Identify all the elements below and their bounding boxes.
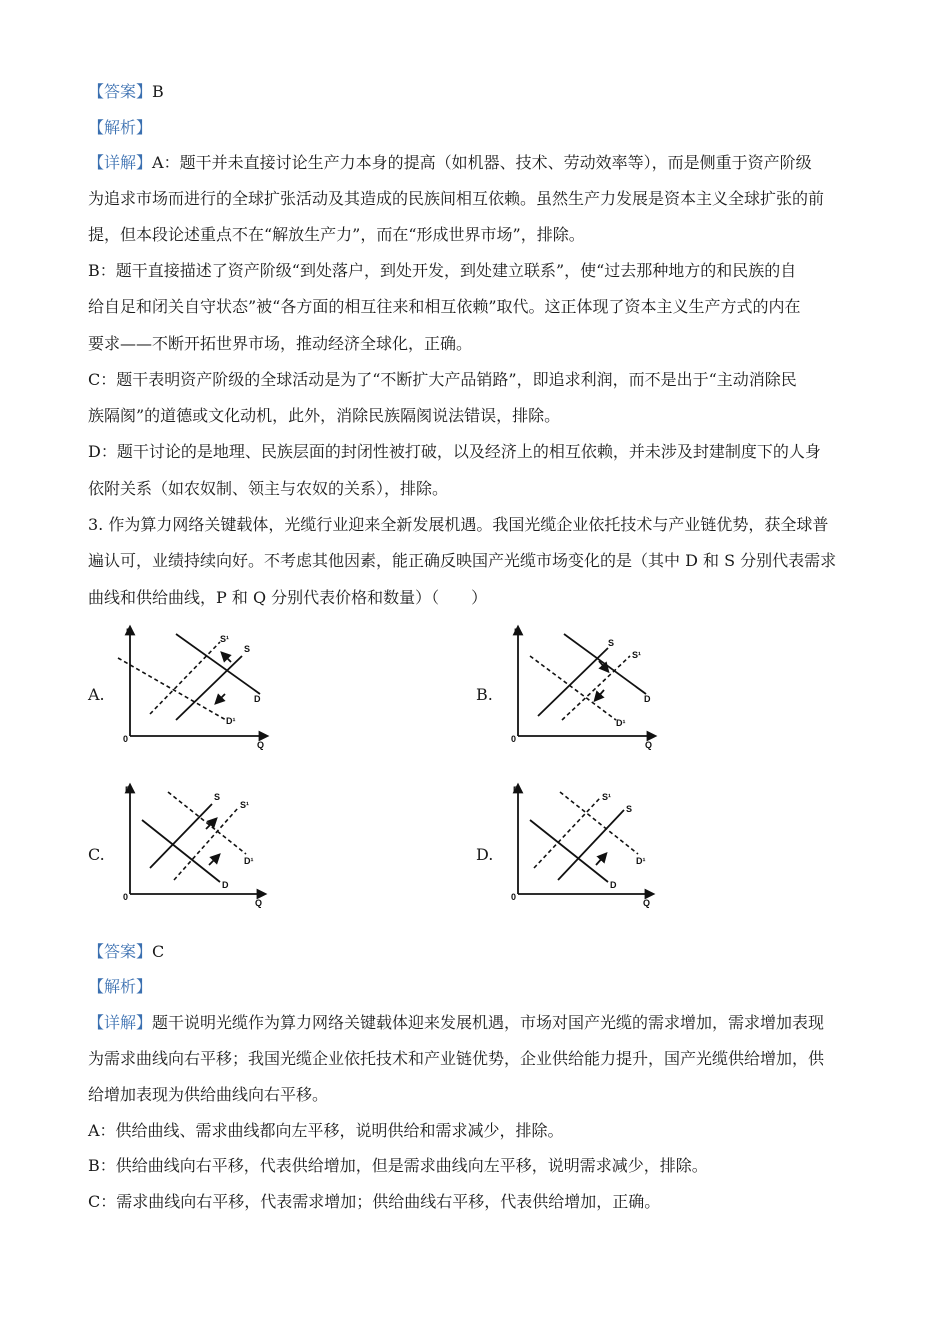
- s1-label: S¹: [632, 650, 641, 660]
- q-label: Q: [643, 898, 651, 908]
- d1-label: D¹: [616, 718, 626, 728]
- q2-detail-line-5: 要求——不断开拓世界市场，推动经济全球化，正确。: [88, 334, 473, 353]
- supply-s: [538, 648, 608, 716]
- option-d-label: D.: [476, 845, 494, 864]
- d-label: D: [222, 880, 229, 890]
- supply-s1: [534, 798, 600, 868]
- shift-arrow-supply: [224, 655, 231, 662]
- q2-detail-line-7: 族隔阂”的道德或文化动机，此外，消除民族隔阂说法错误，排除。: [88, 406, 561, 425]
- analysis-tag: 【解析】: [88, 977, 153, 996]
- q3-detail-line-2: 给增加表现为供给曲线向右平移。: [88, 1085, 329, 1104]
- q3-stem-line-2: 曲线和供给曲线，P 和 Q 分别代表价格和数量）（ ）: [88, 588, 488, 607]
- q3-detail-line-1: 为需求曲线向右平移；我国光缆企业依托技术和产业链优势，企业供给能力提升，国产光缆供给增加，供: [88, 1049, 825, 1068]
- q2-detail-line-4: 给自足和闭关自守状态”被“各方面的相互往来和相互依赖”取代。这正体现了资本主义生产方式的内在: [88, 297, 801, 316]
- supply-s: [150, 804, 212, 868]
- shift-arrow-demand: [209, 857, 217, 865]
- detail-text: 题干说明光缆作为算力网络关键载体迎来发展机遇，市场对国产光缆的需求增加，需求增加表现: [152, 1013, 825, 1032]
- option-c-label: C.: [88, 845, 105, 864]
- p-label: P: [126, 627, 133, 637]
- shift-arrow: [596, 856, 604, 865]
- supply-s1: [150, 642, 220, 714]
- q-label: Q: [255, 898, 263, 908]
- answer-value: C: [152, 942, 165, 961]
- s1-label: S¹: [602, 792, 611, 802]
- q-label: Q: [645, 740, 653, 750]
- answer-value: B: [152, 82, 164, 101]
- origin-label: 0: [123, 892, 129, 902]
- q3-stem-line-1: 遍认可，业绩持续向好。不考虑其他因素，能正确反映国产光缆市场变化的是（其中 D 和 S 分别代表需求: [88, 551, 837, 570]
- option-b-graph: [506, 622, 666, 750]
- q2-detail-line-9: 依附关系（如农奴制、领主与农奴的关系），排除。: [88, 479, 449, 498]
- d-label: D: [254, 694, 261, 704]
- option-a-graph: [118, 622, 278, 750]
- q2-detail-line-2: 提，但本段论述重点不在“解放生产力”，而在“形成世界市场”，排除。: [88, 225, 585, 244]
- origin-label: 0: [123, 734, 129, 744]
- origin-label: 0: [511, 892, 517, 902]
- q2-detail-line-6: C：题干表明资产阶级的全球活动是为了“不断扩大产品销路”，即追求利润，而不是出于“主动消除民: [88, 370, 797, 389]
- supply-s1: [174, 808, 238, 880]
- origin-label: 0: [511, 734, 517, 744]
- p-label: P: [513, 785, 520, 795]
- q2-detail-line-3: B：题干直接描述了资产阶级“到处落户，到处开发，到处建立联系”，使“过去那种地方的和民族的自: [88, 261, 797, 280]
- option-c-graph: [118, 782, 278, 910]
- q3-detail-line-0: [88, 1013, 824, 1033]
- p-label: P: [514, 627, 521, 637]
- detail-tag: 【详解】: [88, 153, 153, 172]
- answer-tag: 【答案】: [88, 942, 153, 961]
- shift-arrow-demand: [597, 690, 604, 698]
- s-label: S: [608, 638, 615, 648]
- option-b-label: B.: [476, 685, 493, 704]
- detail-text: A：题干并未直接讨论生产力本身的提高（如机器、技术、劳动效率等），而是侧重于资产阶级: [152, 153, 812, 172]
- demand-d1: [560, 792, 638, 854]
- s1-label: S¹: [240, 800, 249, 810]
- q-label: Q: [257, 740, 265, 750]
- d-label: D: [610, 880, 617, 890]
- q3-answer-line: [88, 942, 164, 962]
- s-label: S: [214, 792, 221, 802]
- demand-d1: [118, 658, 226, 720]
- shift-arrow-demand: [218, 694, 225, 701]
- demand-d: [530, 820, 608, 882]
- demand-d1: [168, 792, 246, 854]
- demand-d: [564, 634, 646, 694]
- detail-tag: 【详解】: [88, 1013, 153, 1032]
- s-label: S: [244, 644, 251, 654]
- q3-detail-line-3: A：供给曲线、需求曲线都向左平移，说明供给和需求减少，排除。: [88, 1121, 564, 1140]
- s-label: S: [626, 804, 633, 814]
- q3-detail-line-4: B：供给曲线向右平移，代表供给增加，但是需求曲线向左平移，说明需求减少，排除。: [88, 1156, 708, 1175]
- q2-detail-line-0: [88, 153, 812, 173]
- q2-detail-line-8: D：题干讨论的是地理、民族层面的封闭性被打破，以及经济上的相互依赖，并未涉及封建制度下的人身: [88, 442, 821, 461]
- d1-label: D¹: [636, 856, 646, 866]
- s1-label: S¹: [220, 634, 229, 644]
- q2-detail-line-1: 为追求市场而进行的全球扩张活动及其造成的民族间相互依赖。虽然生产力发展是资本主义全球扩张的前: [88, 189, 825, 208]
- d1-label: D¹: [226, 716, 236, 726]
- option-d-graph: [506, 782, 666, 910]
- answer-tag: 【答案】: [88, 82, 153, 101]
- q3-stem-line-0: 3. 作为算力网络关键载体，光缆行业迎来全新发展机遇。我国光缆企业依托技术与产业链优势，获全球普: [88, 515, 829, 534]
- analysis-tag: 【解析】: [88, 118, 153, 137]
- q2-answer-line: [88, 82, 164, 102]
- d-label: D: [644, 694, 651, 704]
- d1-label: D¹: [244, 856, 254, 866]
- p-label: P: [125, 785, 132, 795]
- q3-detail-line-5: C：需求曲线向右平移，代表需求增加；供给曲线右平移，代表供给增加，正确。: [88, 1192, 661, 1211]
- option-a-label: A.: [88, 685, 105, 704]
